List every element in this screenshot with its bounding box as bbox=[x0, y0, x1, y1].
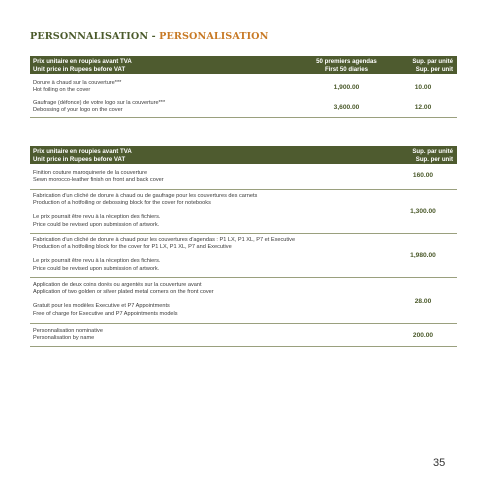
row-line-en: Production of a hotfoiling or debossing block for the cover for notebooks bbox=[33, 200, 211, 207]
first-50-price: 1,900.00 bbox=[333, 84, 360, 91]
header-col1-fr: 50 premiers agendas bbox=[316, 58, 377, 65]
row-desc-fr: Dorure à chaud sur la couverture*** bbox=[33, 80, 122, 86]
table-row bbox=[30, 324, 457, 347]
title-separator: - bbox=[148, 31, 160, 42]
title-english: PERSONALISATION bbox=[159, 31, 269, 42]
row-line-en: Personalisation by name bbox=[33, 335, 95, 342]
row-note-fr: Le prix pourrait être revu à la réception des fichiers. bbox=[33, 258, 161, 265]
row-note-fr: Le prix pourrait être revu à la réception des fichiers. bbox=[33, 214, 161, 221]
sup-per-unit-price: 1,980.00 bbox=[410, 252, 436, 259]
sup-per-unit-price: 10.00 bbox=[414, 84, 432, 91]
header-col2-fr: Sup. par unité bbox=[412, 58, 453, 65]
sup-per-unit-price: 1,300.00 bbox=[410, 208, 436, 215]
header-price-description bbox=[33, 58, 132, 73]
row-note-en: Price could be revised upon submission of artwork. bbox=[33, 221, 160, 228]
header-col2-fr: Sup. par unité bbox=[412, 148, 453, 155]
row-line-fr: Finition couture maroquinerie de la couverture bbox=[33, 170, 148, 176]
row-line-fr: Fabrication d'un cliché de dorure à chaud ou de gaufrage pour les couvertures des carnets bbox=[33, 193, 258, 199]
table-row bbox=[30, 74, 457, 96]
title-french: PERSONNALISATION bbox=[30, 31, 149, 42]
price-table-foiling bbox=[30, 56, 457, 118]
sup-per-unit-price: 160.00 bbox=[412, 172, 434, 179]
row-line-fr: Fabrication d'un cliché de dorure à chaud pour les couvertures d'agendas : P1 LX, P1 XL, P7 et Executive bbox=[33, 237, 296, 243]
header-first-50 bbox=[298, 58, 395, 73]
price-table-finishing bbox=[30, 146, 457, 347]
row-line-en: Sewn morocco-leather finish on front and back cover bbox=[33, 177, 164, 184]
sup-per-unit-price: 28.00 bbox=[414, 298, 432, 305]
table-header bbox=[30, 146, 457, 164]
header-desc-en: Unit price in Rupees before VAT bbox=[33, 65, 126, 73]
table-row bbox=[30, 190, 457, 234]
header-sup-per-unit bbox=[393, 148, 453, 163]
header-col2-en: Sup. per unit bbox=[415, 65, 453, 73]
table-row bbox=[30, 234, 457, 278]
row-desc-en: Debossing of your logo on the cover bbox=[33, 107, 123, 114]
row-desc-fr: Gaufrage (défonce) de votre logo sur la couverture*** bbox=[33, 100, 166, 106]
header-desc-fr: Prix unitaire en roupies avant TVA bbox=[33, 148, 132, 155]
page-number: 35 bbox=[433, 457, 446, 469]
header-col1-en: First 50 diaries bbox=[324, 65, 369, 73]
row-desc-en: Hot foiling on the cover bbox=[33, 87, 91, 94]
table-row bbox=[30, 164, 457, 190]
table-row bbox=[30, 278, 457, 324]
row-note-en: Free of charge for Executive and P7 Appointments models bbox=[33, 310, 178, 317]
page-title bbox=[30, 31, 269, 42]
row-line-en: Application of two golden or silver plated metal corners on the front cover bbox=[33, 289, 214, 296]
header-desc-en: Unit price in Rupees before VAT bbox=[33, 155, 126, 163]
header-sup-per-unit bbox=[393, 58, 453, 73]
row-line-fr: Personnalisation nominative bbox=[33, 328, 103, 334]
row-line-fr: Application de deux coins dorés ou argentés sur la couverture avant bbox=[33, 282, 202, 288]
sup-per-unit-price: 200.00 bbox=[412, 332, 434, 339]
first-50-price: 3,600.00 bbox=[333, 104, 360, 111]
header-price-description bbox=[33, 148, 132, 163]
row-note-en: Price could be revised upon submission of artwork. bbox=[33, 265, 160, 272]
sup-per-unit-price: 12.00 bbox=[414, 104, 432, 111]
row-note-fr: Gratuit pour les modèles Executive et P7 Appointments bbox=[33, 303, 170, 310]
header-col2-en: Sup. per unit bbox=[415, 155, 453, 163]
table-header bbox=[30, 56, 457, 74]
table-row bbox=[30, 96, 457, 118]
row-line-en: Production of a hotfoiling block for the cover for P1 LX, P1 XL, P7 and Executive bbox=[33, 244, 232, 251]
header-desc-fr: Prix unitaire en roupies avant TVA bbox=[33, 58, 132, 65]
